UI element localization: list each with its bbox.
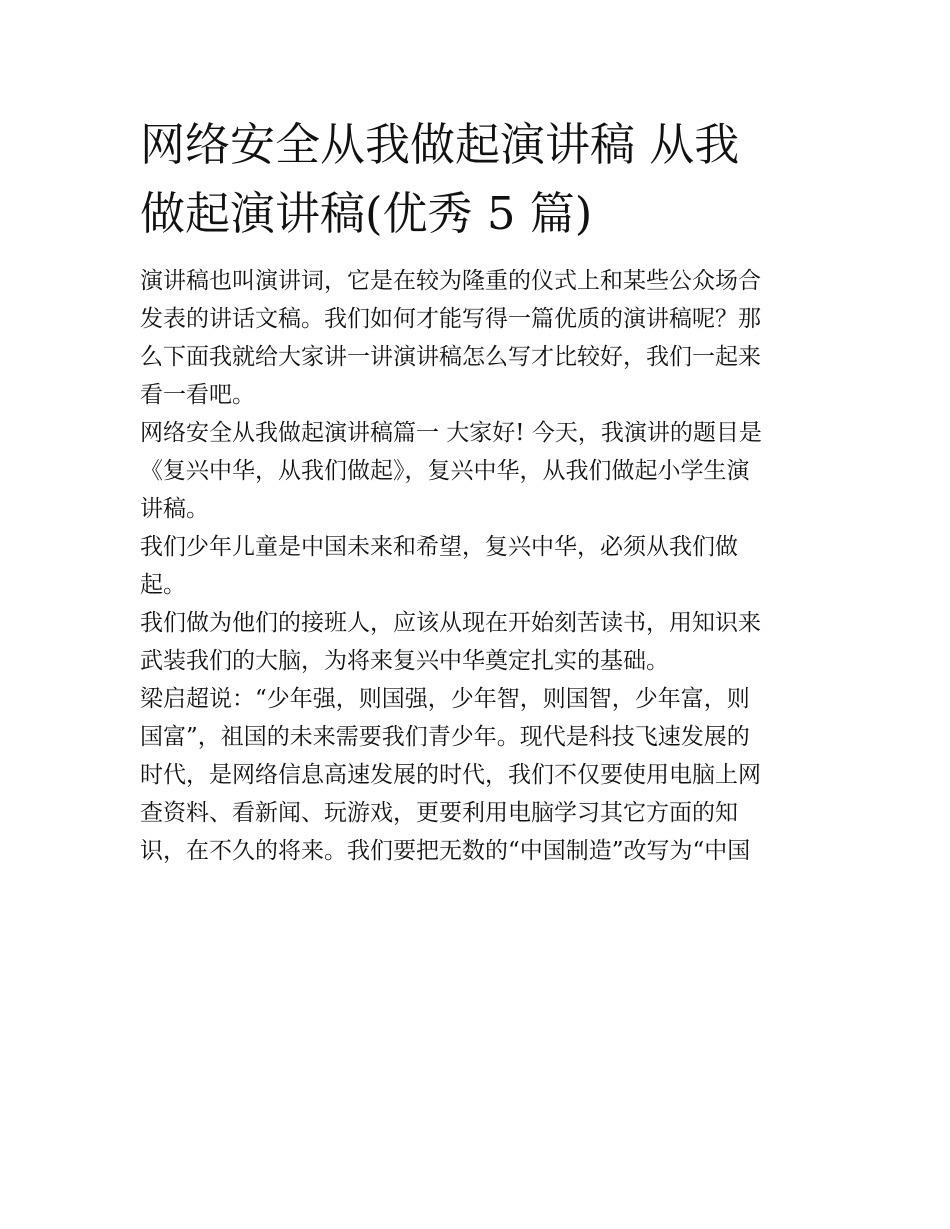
paragraph-line: 梁启超说：“少年强，则国强，少年智，则国智，少年富，则 [140, 686, 750, 712]
paragraph-line: 网络安全从我做起演讲稿篇一 大家好! 今天，我演讲的题目是 [140, 420, 762, 446]
paragraph-line: 时代，是网络信息高速发展的时代，我们不仅要使用电脑上网 [140, 762, 761, 788]
paragraph-line: 讲稿。 [140, 496, 209, 522]
paragraph-line: 演讲稿也叫演讲词，它是在较为隆重的仪式上和某些公众场合 [140, 268, 761, 294]
paragraph-line: 我们少年儿童是中国未来和希望，复兴中华，必须从我们做 [140, 534, 738, 560]
paragraph-line: 发表的讲话文稿。我们如何才能写得一篇优质的演讲稿呢？那 [140, 306, 761, 332]
paragraph-line: 查资料、看新闻、玩游戏，更要利用电脑学习其它方面的知 [140, 800, 738, 826]
paragraph-liang-qichao-quote [140, 680, 812, 870]
paragraph-youth-hope [140, 528, 812, 604]
paragraph-line: 起。 [140, 572, 186, 598]
paragraph-line: 识，在不久的将来。我们要把无数的“中国制造”改写为“中国 [140, 838, 751, 864]
document-body [140, 110, 812, 870]
paragraph-line: 我们做为他们的接班人，应该从现在开始刻苦读书，用知识来 [140, 610, 761, 636]
paragraph-line: 国富”，祖国的未来需要我们青少年。现代是科技飞速发展的 [140, 724, 750, 750]
title-line-2: 做起演讲稿(优秀 5 篇) [140, 187, 593, 240]
paragraph-speech-opening [140, 414, 812, 528]
title-line-1: 网络安全从我做起演讲稿 从我 [140, 118, 740, 171]
paragraph-intro [140, 262, 812, 414]
paragraph-line: 么下面我就给大家讲一讲演讲稿怎么写才比较好，我们一起来 [140, 344, 761, 370]
paragraph-line: 《复兴中华，从我们做起》，复兴中华，从我们做起小学生演 [140, 458, 750, 484]
paragraph-line: 武装我们的大脑，为将来复兴中华奠定扎实的基础。 [140, 648, 669, 674]
paragraph-line: 看一看吧。 [140, 382, 255, 408]
paragraph-successors [140, 604, 812, 680]
page-title [140, 110, 812, 248]
